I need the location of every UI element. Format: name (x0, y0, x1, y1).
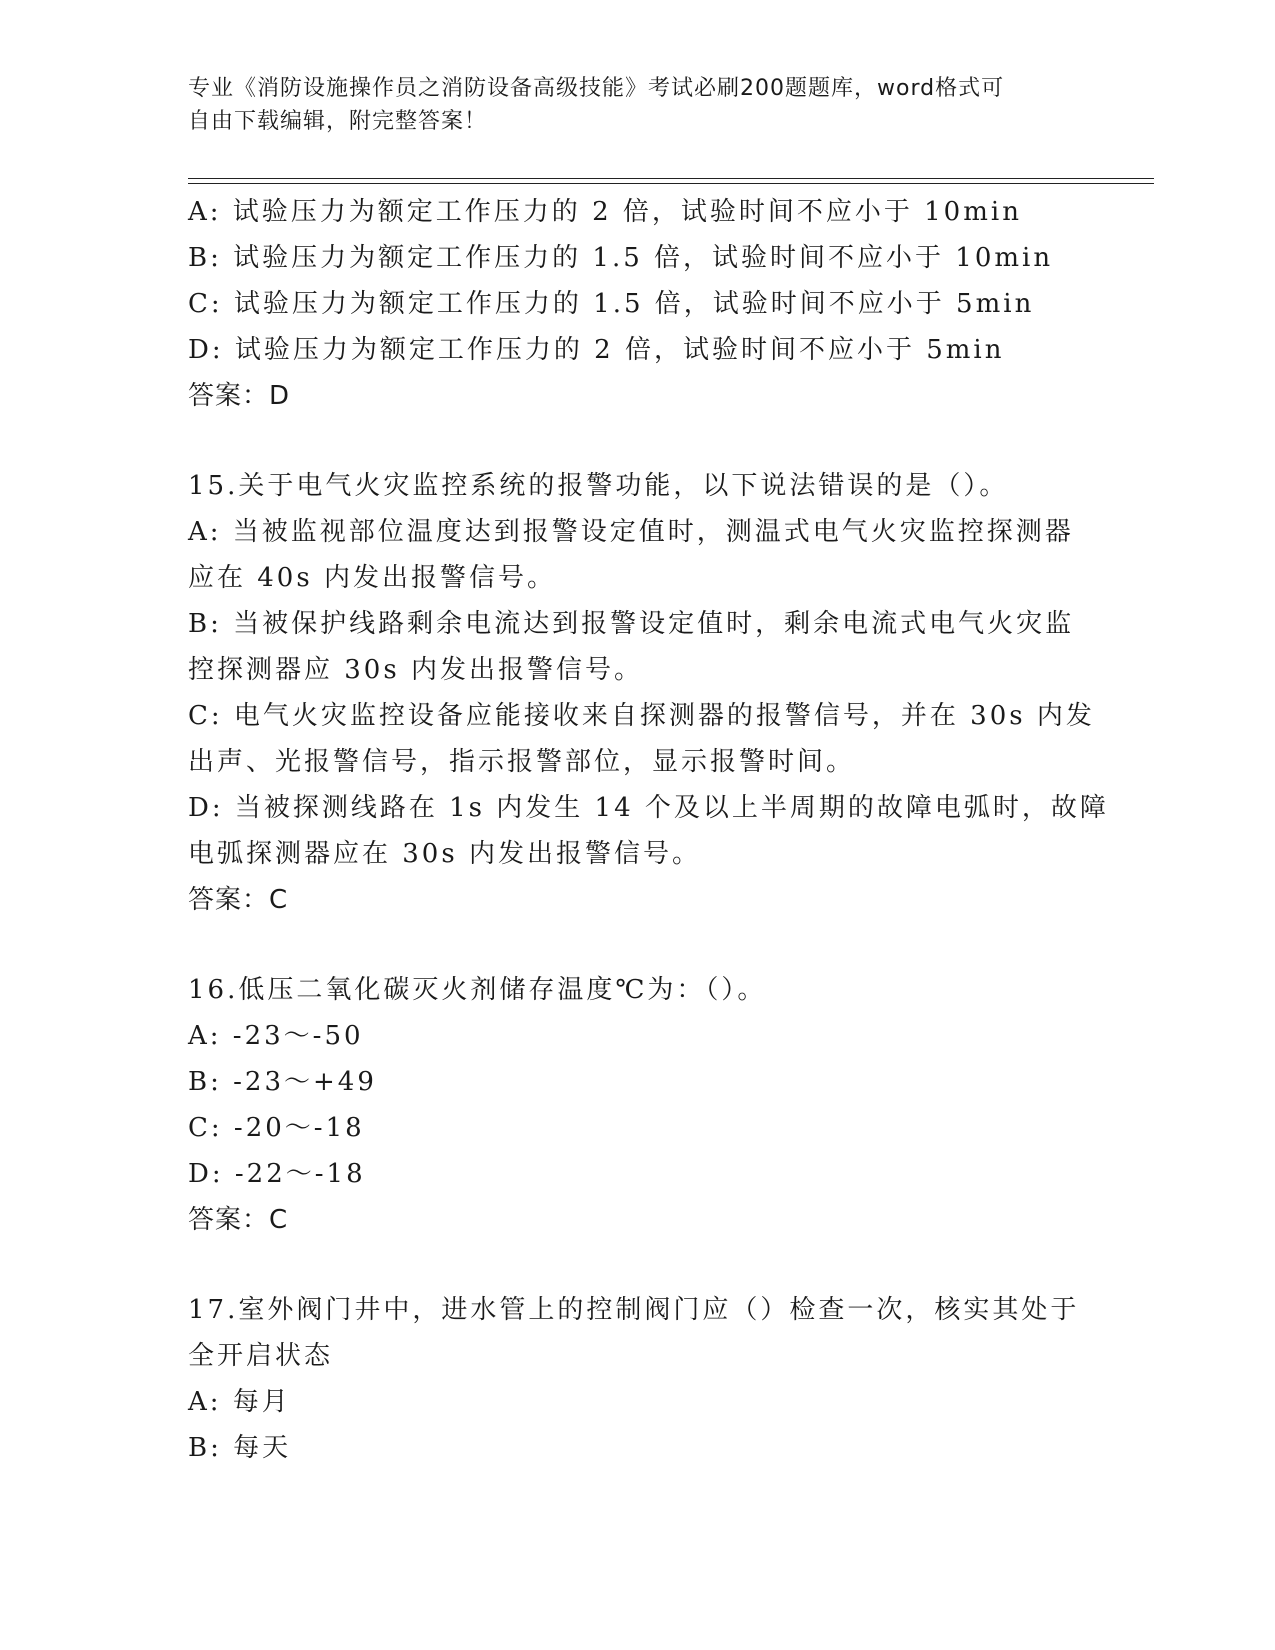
spacer (188, 923, 1088, 967)
option-d: D: 当被探测线路在 1s 内发生 14 个及以上半周期的故障电弧时，故障 (188, 793, 1109, 823)
spacer (188, 419, 1088, 463)
option-b: B: 每天 (188, 1433, 292, 1463)
question-stem: 16.低压二氧化碳灭火剂储存温度℃为：（）。 (188, 975, 767, 1005)
header-line-2: 自由下载编辑，附完整答案！ (188, 109, 488, 134)
option-a-cont: 应在 40s 内发出报警信号。 (188, 563, 556, 593)
option-c: C: 电气火灾监控设备应能接收来自探测器的报警信号，并在 30s 内发 (188, 701, 1095, 731)
answer: 答案：C (188, 1205, 289, 1235)
question-16 (188, 967, 1088, 1243)
option-c: C: -20～-18 (188, 1113, 365, 1143)
answer: 答案：C (188, 885, 289, 915)
option-a: A: 每月 (188, 1387, 291, 1417)
option-d: D: 试验压力为额定工作压力的 2 倍，试验时间不应小于 5min (188, 335, 1005, 365)
question-14 (188, 189, 1088, 419)
option-a: A: 当被监视部位温度达到报警设定值时，测温式电气火灾监控探测器 (188, 517, 1074, 547)
question-stem: 17.室外阀门井中，进水管上的控制阀门应（）检查一次，核实其处于 (188, 1295, 1080, 1325)
option-b: B: 试验压力为额定工作压力的 1.5 倍，试验时间不应小于 10min (188, 243, 1054, 273)
option-a: A: -23～-50 (188, 1021, 364, 1051)
header-divider-top (188, 178, 1154, 179)
question-15 (188, 463, 1109, 923)
spacer (188, 1243, 1088, 1287)
option-d-cont: 电弧探测器应在 30s 内发出报警信号。 (188, 839, 701, 869)
question-stem-cont: 全开启状态 (188, 1341, 334, 1371)
question-17 (188, 1287, 1088, 1471)
header-line-1: 专业《消防设施操作员之消防设备高级技能》考试必刷200题题库，word格式可 (188, 76, 1005, 101)
answer: 答案：D (188, 381, 291, 411)
option-d: D: -22～-18 (188, 1159, 366, 1189)
header-divider-bottom (188, 183, 1154, 184)
document-header (188, 72, 1088, 138)
question-list (188, 189, 1109, 1471)
option-b: B: -23～+49 (188, 1067, 377, 1097)
option-b: B: 当被保护线路剩余电流达到报警设定值时，剩余电流式电气火灾监 (188, 609, 1075, 639)
option-c: C: 试验压力为额定工作压力的 1.5 倍，试验时间不应小于 5min (188, 289, 1035, 319)
option-c-cont: 出声、光报警信号，指示报警部位，显示报警时间。 (188, 747, 856, 777)
option-b-cont: 控探测器应 30s 内发出报警信号。 (188, 655, 643, 685)
option-a: A: 试验压力为额定工作压力的 2 倍，试验时间不应小于 10min (188, 197, 1022, 227)
question-stem: 15.关于电气火灾监控系统的报警功能，以下说法错误的是（）。 (188, 471, 1009, 501)
